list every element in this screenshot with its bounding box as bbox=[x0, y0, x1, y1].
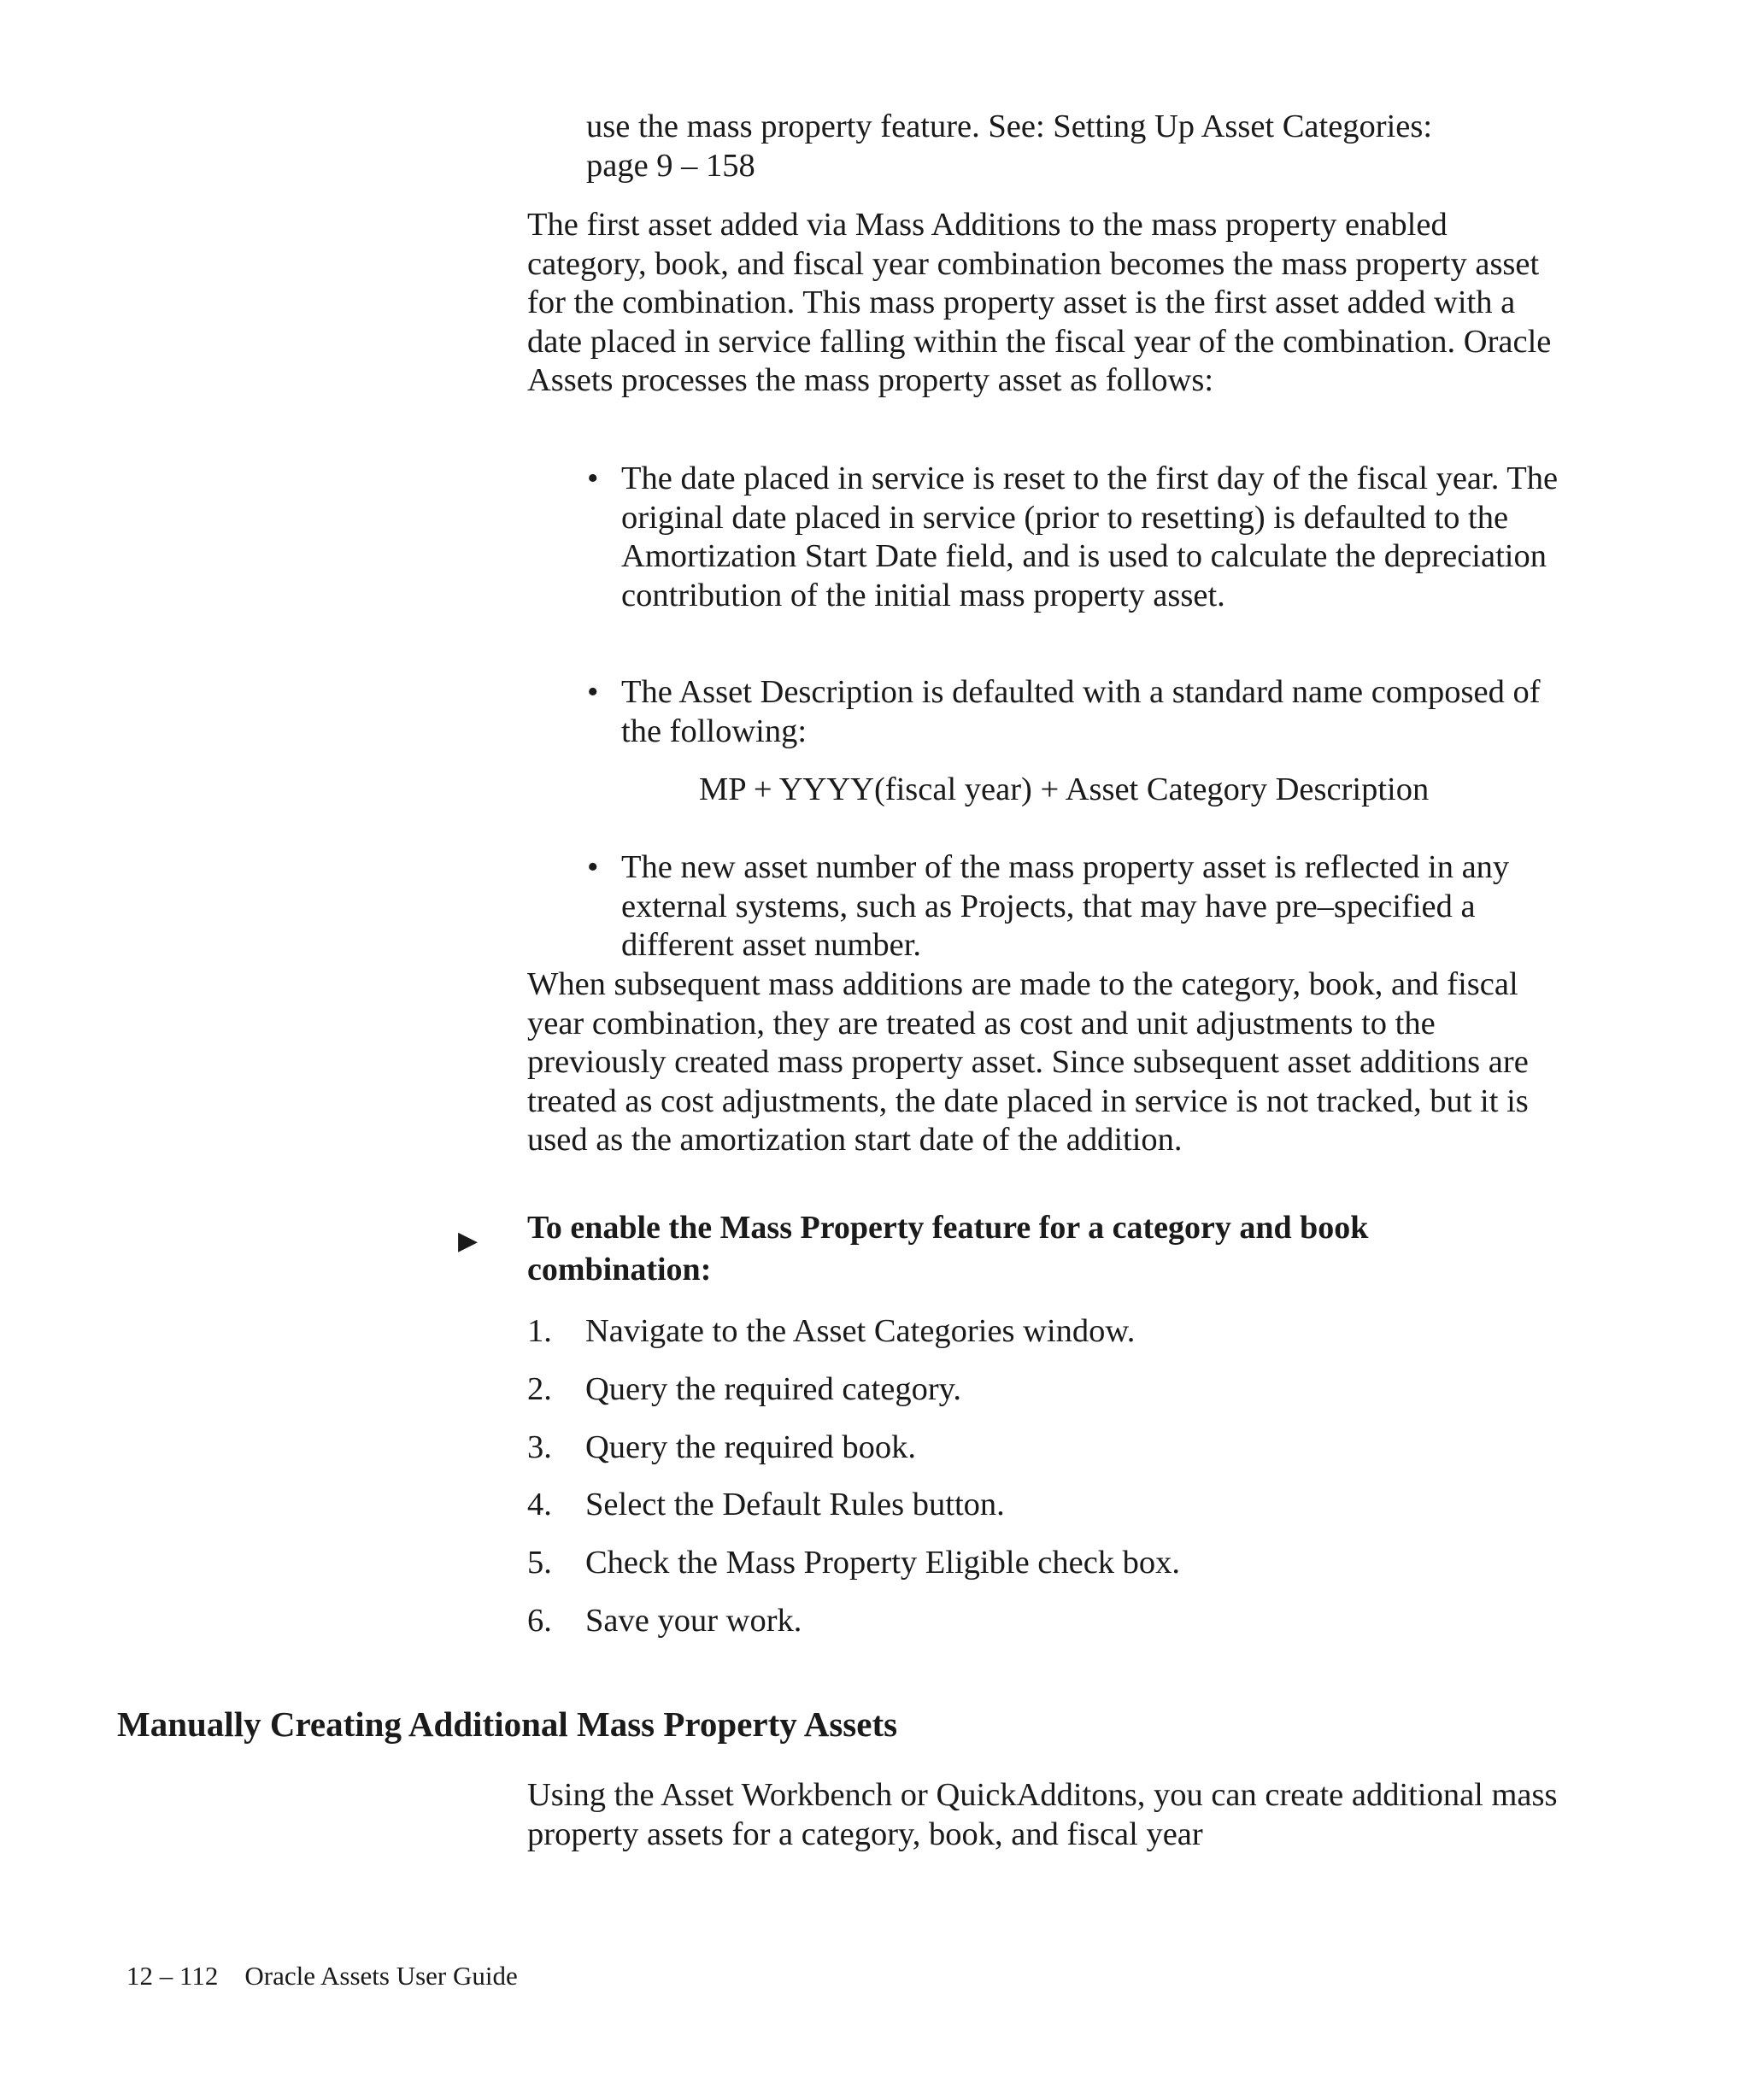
intro-line-1: use the mass property feature. See: Setting Up Asset Categories: bbox=[586, 109, 1433, 144]
paragraph-mass-additions: The first asset added via Mass Additions to the mass property enabled category, book, and fiscal year combination becomes the mass property asset for the combination. This mass property asset is the first asset added with a date placed in service falling within the fiscal year of the combination. Oracle Assets processes the mass property asset as follows: bbox=[527, 207, 1552, 398]
step-text: Query the required category. bbox=[585, 1371, 962, 1407]
step-text: Query the required book. bbox=[585, 1429, 917, 1465]
step-number: 1. bbox=[527, 1313, 552, 1349]
task-heading: To enable the Mass Property feature for a category and book combination: bbox=[527, 1210, 1369, 1288]
intro-continuation bbox=[586, 108, 1569, 185]
bullet-text: The date placed in service is reset to the first day of the fiscal year. The original date placed in service (prior to resetting) is defaulted to the Amortization Start Date field, and is used to calculate the depreciation contribution of the initial mass property asset. bbox=[621, 460, 1559, 613]
paragraph-subsequent-additions: When subsequent mass additions are made to the category, book, and fiscal year combination, they are treated as cost and unit adjustments to the previously created mass property asset. Since subsequent asset additions are treated as cost adjustments, the date placed in service is not tracked, but it is used as the amortization start date of the addition. bbox=[527, 966, 1529, 1158]
step-text: Select the Default Rules button. bbox=[585, 1487, 1005, 1522]
step-text: Save your work. bbox=[585, 1603, 802, 1639]
bullet-icon: • bbox=[587, 849, 599, 885]
task-arrow-icon: ▶ bbox=[458, 1226, 479, 1256]
bullet-text: The new asset number of the mass property asset is reflected in any external systems, such as Projects, that may have pre–specified a different asset number. bbox=[621, 849, 1510, 963]
page-footer bbox=[126, 1960, 518, 1992]
description-formula: MP + YYYY(fiscal year) + Asset Category Description bbox=[699, 771, 1430, 807]
page-number: 12 – 112 bbox=[126, 1961, 219, 1991]
step-text: Check the Mass Property Eligible check box. bbox=[585, 1545, 1181, 1581]
bullet-text: The Asset Description is defaulted with a standard name composed of the following: bbox=[621, 674, 1541, 749]
step-text: Navigate to the Asset Categories window. bbox=[585, 1313, 1136, 1349]
intro-line-2: page 9 – 158 bbox=[586, 147, 755, 184]
section-heading: Manually Creating Additional Mass Property Assets bbox=[117, 1704, 898, 1744]
step-number: 6. bbox=[527, 1603, 552, 1639]
book-title: Oracle Assets User Guide bbox=[244, 1961, 518, 1991]
step-number: 4. bbox=[527, 1487, 552, 1522]
step-number: 5. bbox=[527, 1545, 552, 1581]
bullet-icon: • bbox=[587, 460, 599, 496]
section-paragraph: Using the Asset Workbench or QuickAdditons, you can create additional mass property assets for a category, book, and fiscal year bbox=[527, 1777, 1558, 1852]
step-number: 2. bbox=[527, 1371, 552, 1407]
step-number: 3. bbox=[527, 1429, 552, 1465]
bullet-icon: • bbox=[587, 674, 599, 710]
